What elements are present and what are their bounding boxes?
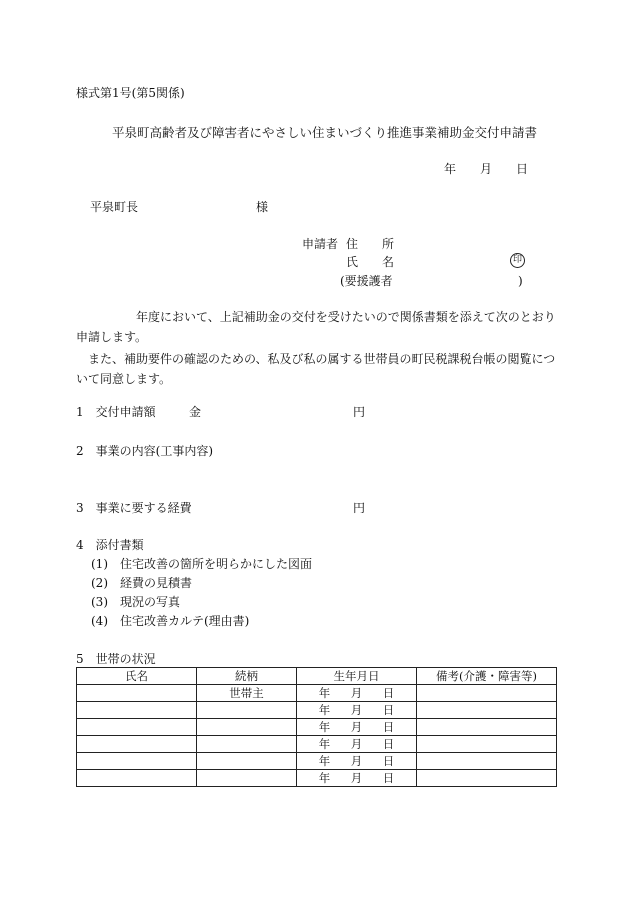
header-name: 氏名	[77, 668, 197, 685]
name-cell[interactable]	[77, 719, 197, 736]
day-unit: 日	[382, 720, 395, 734]
remarks-cell[interactable]	[417, 753, 557, 770]
date-month: 月	[480, 162, 493, 176]
section-1-yen: 円	[353, 405, 366, 419]
table-row	[77, 770, 557, 787]
address-label: 住 所	[346, 237, 395, 251]
year-unit: 年	[318, 686, 331, 700]
section-5-label: 5 世帯の状況	[76, 652, 156, 666]
household-header-row	[77, 668, 557, 685]
birthdate-cell[interactable]	[297, 753, 417, 770]
year-unit: 年	[318, 720, 331, 734]
addressee-name: 平泉町長	[90, 200, 139, 214]
section-3-yen: 円	[353, 501, 366, 515]
remarks-cell[interactable]	[417, 736, 557, 753]
table-row	[77, 736, 557, 753]
attachment-item: (3) 現況の写真	[91, 595, 180, 609]
header-birthdate: 生年月日	[297, 668, 417, 685]
care-recipient-close: )	[518, 274, 523, 288]
name-cell[interactable]	[77, 770, 197, 787]
relation-cell[interactable]	[197, 736, 297, 753]
date-year: 年	[444, 162, 457, 176]
name-cell[interactable]	[77, 702, 197, 719]
birthdate-cell[interactable]	[297, 736, 417, 753]
relation-cell[interactable]	[197, 702, 297, 719]
attachment-item: (1) 住宅改善の箇所を明らかにした図面	[91, 557, 312, 571]
relation-cell[interactable]: 世帯主	[197, 685, 297, 702]
birthdate-cell[interactable]	[297, 770, 417, 787]
remarks-cell[interactable]	[417, 719, 557, 736]
section-3-label: 3 事業に要する経費	[76, 501, 192, 515]
year-unit: 年	[318, 703, 331, 717]
table-row	[77, 719, 557, 736]
day-unit: 日	[382, 737, 395, 751]
name-cell[interactable]	[77, 685, 197, 702]
year-unit: 年	[318, 771, 331, 785]
section-4-label: 4 添付書類	[76, 538, 144, 552]
household-table	[76, 667, 557, 787]
care-recipient-open: (要援護者	[340, 274, 393, 288]
name-label: 氏 名	[346, 255, 395, 269]
document-title: 平泉町高齢者及び障害者にやさしい住まいづくり推進事業補助金交付申請書	[112, 125, 538, 140]
form-number: 様式第1号(第5関係)	[76, 86, 185, 100]
applicant-label: 申請者	[302, 237, 339, 251]
seal-mark: 印	[510, 253, 525, 268]
remarks-cell[interactable]	[417, 685, 557, 702]
remarks-cell[interactable]	[417, 770, 557, 787]
birthdate-cell[interactable]	[297, 719, 417, 736]
day-unit: 日	[382, 754, 395, 768]
birthdate-cell[interactable]	[297, 702, 417, 719]
month-unit: 月	[350, 737, 363, 751]
month-unit: 月	[350, 703, 363, 717]
section-1-label: 1 交付申請額	[76, 405, 156, 419]
remarks-cell[interactable]	[417, 702, 557, 719]
header-remarks: 備考(介護・障害等)	[417, 668, 557, 685]
year-unit: 年	[318, 737, 331, 751]
day-unit: 日	[382, 771, 395, 785]
table-row	[77, 702, 557, 719]
section-2-label: 2 事業の内容(工事内容)	[76, 444, 213, 458]
relation-cell[interactable]	[197, 719, 297, 736]
table-row	[77, 685, 557, 702]
attachment-item: (4) 住宅改善カルテ(理由書)	[91, 614, 250, 628]
name-cell[interactable]	[77, 753, 197, 770]
birthdate-cell[interactable]	[297, 685, 417, 702]
month-unit: 月	[350, 754, 363, 768]
month-unit: 月	[350, 771, 363, 785]
attachment-item: (2) 経費の見積書	[91, 576, 192, 590]
month-unit: 月	[350, 686, 363, 700]
name-cell[interactable]	[77, 736, 197, 753]
day-unit: 日	[382, 686, 395, 700]
date-day: 日	[516, 162, 529, 176]
month-unit: 月	[350, 720, 363, 734]
day-unit: 日	[382, 703, 395, 717]
table-row	[77, 753, 557, 770]
body-paragraph-2: また、補助要件の確認のための、私及び私の属する世帯員の町民税課税台帳の閲覧について同意します。	[76, 352, 556, 386]
relation-cell[interactable]	[197, 753, 297, 770]
header-relation: 続柄	[197, 668, 297, 685]
relation-cell[interactable]	[197, 770, 297, 787]
addressee-honorific: 様	[256, 200, 269, 214]
section-1-kin: 金	[189, 405, 202, 419]
body-paragraph-1: 年度において、上記補助金の交付を受けたいので関係書類を添えて次のとおり申請します。	[76, 310, 556, 344]
year-unit: 年	[318, 754, 331, 768]
